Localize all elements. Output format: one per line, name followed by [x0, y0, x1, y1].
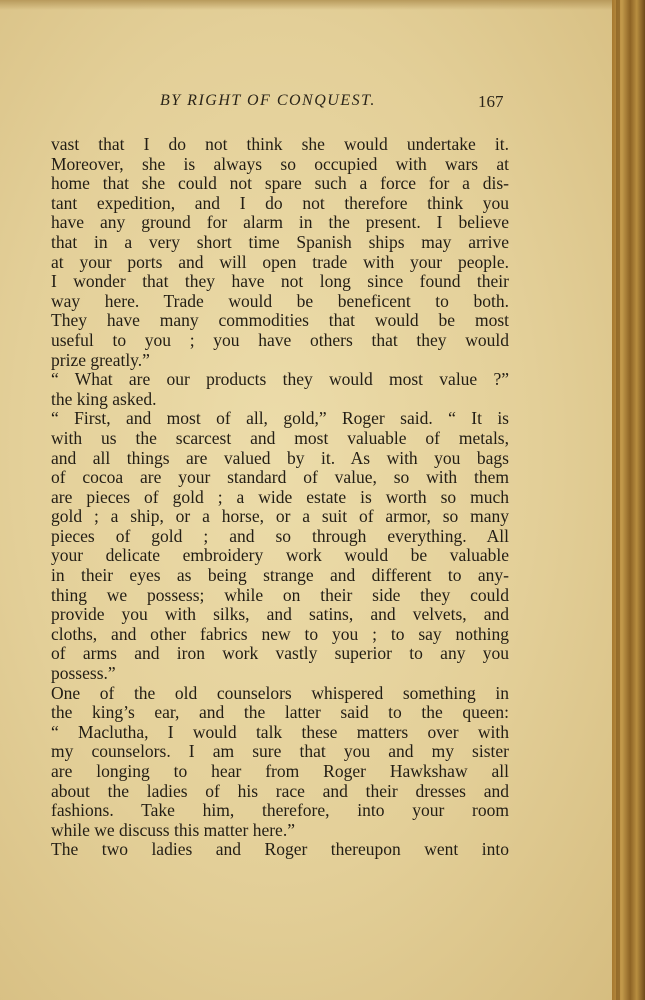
- text-line: useful to you ; you have others that they would: [51, 329, 509, 350]
- text-line: the king’s ear, and the latter said to the queen:: [51, 702, 509, 723]
- text-line: “ Maclutha, I would talk these matters over with: [51, 721, 509, 742]
- text-line: the king asked.: [51, 388, 157, 409]
- body-text: [51, 135, 509, 860]
- text-line: of arms and iron work vastly superior to any you: [51, 643, 509, 664]
- text-line: are pieces of gold ; a wide estate is worth so much: [51, 486, 509, 507]
- text-line: of cocoa are your standard of value, so with them: [51, 467, 509, 488]
- text-line: The two ladies and Roger thereupon went into: [51, 839, 509, 860]
- text-line: with us the scarcest and most valuable of metals,: [51, 427, 509, 448]
- text-line: provide you with silks, and satins, and velvets, and: [51, 604, 509, 625]
- running-head: [0, 92, 612, 116]
- running-title: BY RIGHT OF CONQUEST.: [160, 92, 376, 109]
- page-number: 167: [478, 92, 504, 111]
- text-line: Moreover, she is always so occupied with wars at: [51, 153, 509, 174]
- text-line: home that she could not spare such a force for a dis-: [51, 173, 509, 194]
- text-line: prize greatly.”: [51, 349, 150, 370]
- text-line: One of the old counselors whispered something in: [51, 682, 509, 703]
- text-line: “ First, and most of all, gold,” Roger said. “ It is: [51, 408, 509, 429]
- text-line: pieces of gold ; and so through everything. All: [51, 525, 509, 546]
- text-line: tant expedition, and I do not therefore think you: [51, 192, 509, 213]
- text-line: They have many commodities that would be most: [51, 310, 509, 331]
- text-line: are longing to hear from Roger Hawkshaw all: [51, 761, 509, 781]
- text-line: that in a very short time Spanish ships may arrive: [51, 231, 509, 252]
- text-line: vast that I do not think she would undertake it.: [51, 134, 509, 154]
- text-line: fashions. Take him, therefore, into your room: [51, 800, 509, 821]
- text-line: while we discuss this matter here.”: [51, 819, 295, 840]
- text-line: possess.”: [51, 663, 116, 684]
- text-line: at your ports and will open trade with your people.: [51, 251, 509, 272]
- text-line: have any ground for alarm in the present. I believe: [51, 212, 509, 233]
- text-line: in their eyes as being strange and different to any-: [51, 565, 509, 586]
- page-top-shadow: [0, 0, 612, 10]
- text-line: cloths, and other fabrics new to you ; to say nothing: [51, 623, 509, 644]
- text-line: and all things are valued by it. As with you bags: [51, 447, 509, 468]
- text-line: your delicate embroidery work would be valuable: [51, 545, 509, 566]
- text-line: “ What are our products they would most value ?”: [51, 369, 509, 390]
- spine-shadow: [616, 0, 620, 1000]
- text-line: way here. Trade would be beneficent to both.: [51, 290, 509, 311]
- text-line: I wonder that they have not long since found their: [51, 271, 509, 292]
- text-line: about the ladies of his race and their dresses and: [51, 780, 509, 801]
- text-line: gold ; a ship, or a horse, or a suit of armor, so many: [51, 506, 509, 527]
- text-line: my counselors. I am sure that you and my sister: [51, 741, 509, 762]
- text-line: thing we possess; while on their side they could: [51, 584, 509, 605]
